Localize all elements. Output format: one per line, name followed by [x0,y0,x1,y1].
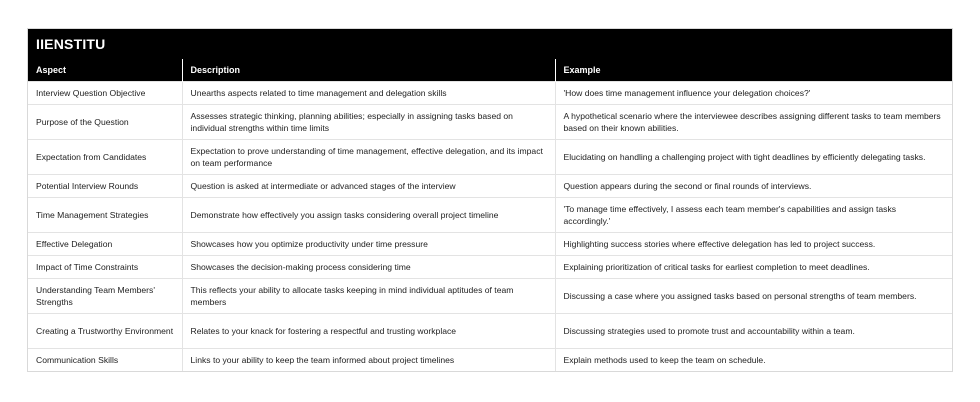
cell-description: This reflects your ability to allocate tasks keeping in mind individual aptitudes of team members [182,279,555,314]
table-row [28,140,952,175]
table-row [28,198,952,233]
cell-aspect: Creating a Trustworthy Environment [28,314,182,349]
header-aspect: Aspect [28,59,182,82]
cell-aspect: Impact of Time Constraints [28,256,182,279]
cell-example: Elucidating on handling a challenging project with tight deadlines by efficiently delegating tasks. [555,140,952,175]
cell-aspect: Interview Question Objective [28,82,182,105]
cell-example: Highlighting success stories where effective delegation has led to project success. [555,233,952,256]
cell-description: Showcases the decision-making process considering time [182,256,555,279]
table-row [28,279,952,314]
cell-description: Question is asked at intermediate or advanced stages of the interview [182,175,555,198]
table-row [28,256,952,279]
cell-description: Links to your ability to keep the team informed about project timelines [182,349,555,372]
cell-example: Explain methods used to keep the team on schedule. [555,349,952,372]
cell-example: Question appears during the second or final rounds of interviews. [555,175,952,198]
cell-aspect: Effective Delegation [28,233,182,256]
cell-example: 'To manage time effectively, I assess each team member's capabilities and assign tasks accordingly.' [555,198,952,233]
table-container [27,28,953,372]
header-example: Example [555,59,952,82]
brand-title: IIENSTITU [36,36,106,52]
cell-description: Relates to your knack for fostering a respectful and trusting workplace [182,314,555,349]
cell-description: Unearths aspects related to time management and delegation skills [182,82,555,105]
cell-example: Discussing a case where you assigned tasks based on personal strengths of team members. [555,279,952,314]
cell-description: Expectation to prove understanding of time management, effective delegation, and its impact on team performance [182,140,555,175]
table-header-row [28,59,952,82]
table-row [28,349,952,372]
cell-aspect: Time Management Strategies [28,198,182,233]
cell-aspect: Potential Interview Rounds [28,175,182,198]
table-row [28,314,952,349]
cell-example: Discussing strategies used to promote trust and accountability within a team. [555,314,952,349]
table-row [28,105,952,140]
cell-description: Showcases how you optimize productivity under time pressure [182,233,555,256]
cell-example: 'How does time management influence your delegation choices?' [555,82,952,105]
comparison-table [28,59,952,371]
cell-description: Assesses strategic thinking, planning abilities; especially in assigning tasks based on individual strengths within time limits [182,105,555,140]
cell-aspect: Purpose of the Question [28,105,182,140]
header-description: Description [182,59,555,82]
cell-example: Explaining prioritization of critical tasks for earliest completion to meet deadlines. [555,256,952,279]
cell-description: Demonstrate how effectively you assign tasks considering overall project timeline [182,198,555,233]
cell-example: A hypothetical scenario where the interviewee describes assigning different tasks to team members based on their known abilities. [555,105,952,140]
cell-aspect: Communication Skills [28,349,182,372]
table-row [28,175,952,198]
table-row [28,82,952,105]
cell-aspect: Expectation from Candidates [28,140,182,175]
cell-aspect: Understanding Team Members' Strengths [28,279,182,314]
brand-header [28,29,952,59]
table-row [28,233,952,256]
